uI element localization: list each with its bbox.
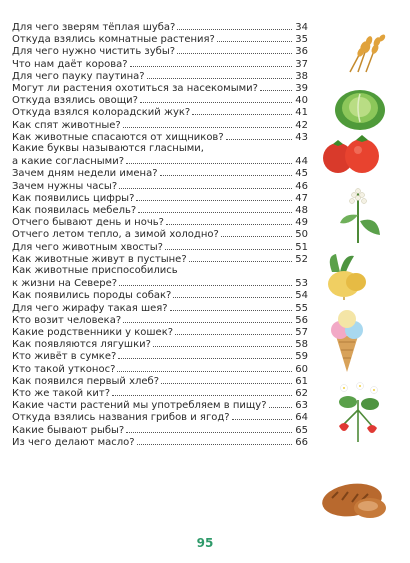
dot-leader <box>126 155 292 164</box>
toc-entry-title: а какие согласными? <box>12 156 125 167</box>
toc-entry-page: 37 <box>295 58 308 70</box>
toc-entry-page: 57 <box>295 327 308 338</box>
toc-entry <box>12 338 308 351</box>
toc-entry-title: Для чего животным хвосты? <box>12 241 163 253</box>
toc-entry-page: 34 <box>295 22 308 33</box>
toc-entry <box>12 33 308 46</box>
toc-entry-title: Для чего пауку паутина? <box>12 70 145 82</box>
dot-leader <box>123 119 292 128</box>
dot-leader <box>137 436 292 445</box>
toc-entry <box>12 424 308 437</box>
strawberry-plant-icon <box>330 380 388 444</box>
dot-leader <box>170 302 292 311</box>
toc-entry-title: Для чего жирафу такая шея? <box>12 302 168 314</box>
toc-entry <box>12 436 308 449</box>
toc-entry-page: 35 <box>295 34 308 46</box>
dot-leader <box>217 33 292 42</box>
dot-leader <box>123 314 292 323</box>
toc-entry-page: 46 <box>295 180 308 192</box>
dot-leader <box>189 253 292 262</box>
toc-entry-page: 60 <box>295 363 308 375</box>
toc-entry-page: 62 <box>295 388 308 399</box>
toc-entry-title: Как появился первый хлеб? <box>12 375 160 387</box>
dot-leader <box>136 192 292 201</box>
dot-leader <box>130 58 292 67</box>
toc-entry <box>12 326 308 339</box>
toc-entry-page: 36 <box>295 46 308 58</box>
cabbage-icon <box>332 82 388 132</box>
toc-entry-title: Кто возит человека? <box>12 314 122 326</box>
toc-entry-title: Кто такой утконос? <box>12 363 116 375</box>
toc-entry <box>12 131 308 144</box>
toc-entry <box>12 192 308 205</box>
toc-entry-title: Какие бывают рыбы? <box>12 424 125 436</box>
toc-entry <box>12 70 308 83</box>
toc-entry <box>12 45 308 58</box>
toc-entry-title: Откуда взялись комнатные растения? <box>12 34 215 46</box>
toc-entry-title: Как животные спасаются от хищников? <box>12 131 224 143</box>
toc-entry-title: Отчего летом тепло, а зимой холодно? <box>12 229 219 241</box>
toc-entry-title: Могут ли растения охотиться за насекомыми? <box>12 83 258 94</box>
toc-entry-page: 54 <box>295 290 308 302</box>
toc-entry-title: Как появилась мебель? <box>12 205 137 216</box>
dot-leader <box>166 216 292 225</box>
ice-cream-icon <box>320 306 374 374</box>
wheat-icon <box>340 28 392 74</box>
toc-entry <box>12 253 308 266</box>
toc-entry-title: Какие родственники у кошек? <box>12 327 174 338</box>
dot-leader <box>165 241 292 250</box>
dot-leader <box>161 375 292 384</box>
dot-leader <box>147 70 292 79</box>
toc-entry-title: Зачем дням недели имена? <box>12 168 158 180</box>
toc-entry-page: 40 <box>295 95 308 107</box>
dot-leader <box>119 180 292 189</box>
toc-entry-page: 38 <box>295 70 308 82</box>
toc-entry-page: 59 <box>295 351 308 363</box>
toc-entry <box>12 58 308 71</box>
toc-entry <box>12 350 308 363</box>
toc-entry-page: 56 <box>295 314 308 326</box>
dot-leader <box>177 45 292 54</box>
toc-entry-title: Откуда взялись названия грибов и ягод? <box>12 412 230 424</box>
dot-leader <box>117 363 292 372</box>
herb-flower-icon <box>336 185 390 245</box>
turnip-icon <box>318 252 374 300</box>
toc-entry <box>12 387 308 400</box>
dot-leader <box>160 167 292 176</box>
toc-entry-page: 39 <box>295 83 308 94</box>
toc-entry-page: 58 <box>295 339 308 351</box>
toc-entry-page: 55 <box>295 302 308 314</box>
toc-entry <box>12 399 308 412</box>
toc-entry <box>12 289 308 302</box>
dot-leader <box>192 106 292 115</box>
dot-leader <box>118 350 292 359</box>
dot-leader <box>119 277 292 286</box>
toc-entry-title: Как появились цифры? <box>12 192 135 204</box>
toc-entry <box>12 216 308 229</box>
bread-icon <box>318 468 390 524</box>
dot-leader <box>221 228 292 237</box>
toc-entry-page: 63 <box>295 400 308 412</box>
toc-entry-page: 42 <box>295 119 308 131</box>
toc-entry-page: 65 <box>295 424 308 436</box>
toc-entry-title: Как спят животные? <box>12 119 121 131</box>
toc-entry <box>12 21 308 34</box>
toc-entry-page: 45 <box>295 168 308 180</box>
toc-entry-title: Как животные живут в пустыне? <box>12 253 187 265</box>
toc-entry-title: Откуда взялись овощи? <box>12 95 138 107</box>
dot-leader <box>226 131 292 140</box>
toc-entry-title: Кто живёт в сумке? <box>12 351 117 363</box>
toc-entry <box>12 94 308 107</box>
toc-entry-title: Из чего делают масло? <box>12 436 135 448</box>
toc-entry <box>12 106 308 119</box>
dot-leader <box>232 411 292 420</box>
toc-entry-title-line: Какие буквы называются гласными, <box>12 143 204 154</box>
toc-entry <box>12 228 308 241</box>
toc-entry <box>12 241 308 254</box>
dot-leader <box>173 289 292 298</box>
toc-entry-title: Как появились породы собак? <box>12 290 172 302</box>
toc-entry <box>12 167 308 180</box>
toc-entry <box>12 143 308 168</box>
toc-entry <box>12 302 308 315</box>
toc-entry <box>12 119 308 132</box>
toc-entry <box>12 82 308 95</box>
toc-entry <box>12 180 308 193</box>
toc-entry-page: 49 <box>295 217 308 229</box>
dot-leader <box>269 399 292 408</box>
toc-entry-page: 51 <box>295 241 308 253</box>
toc-entry-page: 48 <box>295 205 308 216</box>
toc-entry-title: к жизни на Севере? <box>12 278 118 289</box>
toc-entry-page: 43 <box>295 131 308 143</box>
toc-entry-page: 64 <box>295 412 308 424</box>
dot-leader <box>153 338 292 347</box>
toc-entry <box>12 204 308 217</box>
dot-leader <box>112 387 292 396</box>
toc-entry-title: Откуда взялся колорадский жук? <box>12 107 191 119</box>
toc-entry-title: Кто же такой кит? <box>12 388 111 399</box>
toc-entry-page: 52 <box>295 253 308 265</box>
toc-entry <box>12 375 308 388</box>
dot-leader <box>138 204 292 213</box>
toc-entry-page: 41 <box>295 107 308 119</box>
toc-entry <box>12 314 308 327</box>
toc-entry <box>12 411 308 424</box>
toc-entry-page: 53 <box>295 278 308 289</box>
toc-entry-title: Для чего нужно чистить зубы? <box>12 46 176 58</box>
dot-leader <box>140 94 292 103</box>
toc-entry-title: Какие части растений мы употребляем в пищу? <box>12 400 267 412</box>
toc-entry-page: 50 <box>295 229 308 241</box>
dot-leader <box>260 82 292 91</box>
toc-entry-title-line: Как животные приспособились <box>12 265 178 276</box>
toc-entry <box>12 363 308 376</box>
toc-entry-page: 61 <box>295 375 308 387</box>
dot-leader <box>175 326 292 335</box>
dot-leader <box>177 21 292 30</box>
toc-entry-page: 47 <box>295 192 308 204</box>
toc-entry-title: Отчего бывают день и ночь? <box>12 217 164 229</box>
toc-entry-title: Для чего зверям тёплая шуба? <box>12 22 176 33</box>
dot-leader <box>126 424 292 433</box>
toc-entry-page: 44 <box>295 156 308 167</box>
toc-entry <box>12 265 308 290</box>
toc-entry-title: Зачем нужны часы? <box>12 180 118 192</box>
toc-entry-page: 66 <box>295 436 308 448</box>
toc-entry-title: Что нам даёт корова? <box>12 58 128 70</box>
tomato-icon <box>320 130 384 178</box>
page-number: 95 <box>196 536 214 550</box>
toc-entry-title: Как появляются лягушки? <box>12 339 151 351</box>
